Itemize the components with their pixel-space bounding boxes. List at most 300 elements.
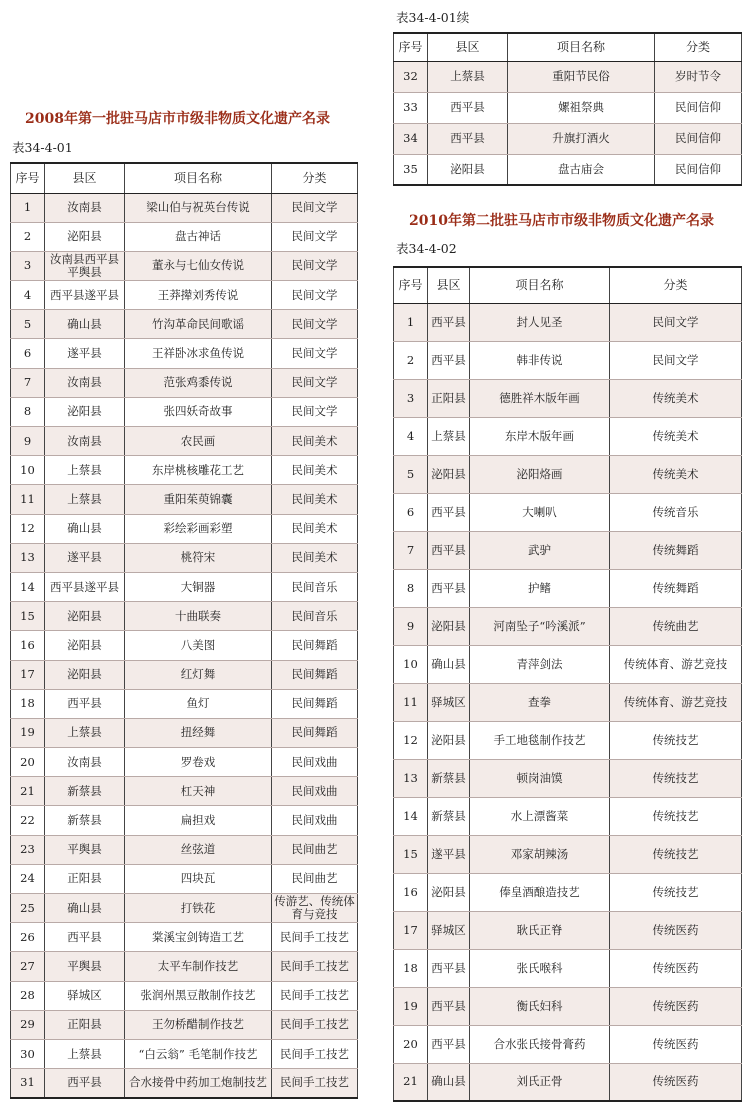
cell-category: 传统体育、游艺竞技 <box>610 683 742 721</box>
cell-category: 民间美术 <box>272 485 358 514</box>
table-row <box>11 368 358 397</box>
table-row <box>394 123 742 154</box>
cell-category: 民间美术 <box>272 456 358 485</box>
cell-county: 西平县 <box>45 923 125 952</box>
cell-seq: 8 <box>11 397 45 426</box>
cell-county: 汝南县 <box>45 427 125 456</box>
cell-category: 传统音乐 <box>610 493 742 531</box>
cell-category: 传统曲艺 <box>610 607 742 645</box>
table-row <box>11 310 358 339</box>
cell-seq: 3 <box>394 379 428 417</box>
cell-project-name: 泌阳烙画 <box>470 455 610 493</box>
cell-county: 正阳县 <box>428 379 470 417</box>
cell-project-name: 范张鸡黍传说 <box>125 368 272 397</box>
cell-seq: 33 <box>394 92 428 123</box>
cell-category: 民间音乐 <box>272 572 358 601</box>
cell-project-name: 棠溪宝剑铸造工艺 <box>125 923 272 952</box>
table-row <box>394 607 742 645</box>
cell-category: 传统医药 <box>610 1025 742 1063</box>
cell-category: 传统技艺 <box>610 721 742 759</box>
cell-category: 民间手工技艺 <box>272 1039 358 1068</box>
table-row <box>394 721 742 759</box>
cell-project-name: 查拳 <box>470 683 610 721</box>
cell-seq: 14 <box>11 572 45 601</box>
table-row <box>394 92 742 123</box>
table-row <box>11 397 358 426</box>
cell-category: 民间舞蹈 <box>272 718 358 747</box>
cell-seq: 4 <box>394 417 428 455</box>
table-row <box>394 417 742 455</box>
cell-seq: 2 <box>394 341 428 379</box>
cell-seq: 15 <box>11 602 45 631</box>
cell-county: 上蔡县 <box>428 61 508 92</box>
cell-county: 新蔡县 <box>45 806 125 835</box>
cell-project-name: 刘氏正骨 <box>470 1063 610 1101</box>
table-row <box>394 949 742 987</box>
table-row <box>394 154 742 185</box>
table-row <box>394 683 742 721</box>
header-county: 县区 <box>45 163 125 193</box>
cell-project-name: 嫘祖祭典 <box>508 92 655 123</box>
cell-county: 汝南县 <box>45 748 125 777</box>
header-seq: 序号 <box>394 33 428 61</box>
cell-county: 泌阳县 <box>45 660 125 689</box>
cell-seq: 21 <box>394 1063 428 1101</box>
cell-seq: 31 <box>11 1069 45 1098</box>
cell-county: 西平县 <box>428 303 470 341</box>
cell-seq: 30 <box>11 1039 45 1068</box>
cell-county: 平舆县 <box>45 835 125 864</box>
cell-county: 上蔡县 <box>45 1039 125 1068</box>
table-row <box>394 759 742 797</box>
table-row <box>11 1010 358 1039</box>
cell-category: 传统舞蹈 <box>610 531 742 569</box>
cell-county: 确山县 <box>428 1063 470 1101</box>
cell-county: 泌阳县 <box>45 222 125 251</box>
table2-caption: 表34-4-02 <box>396 241 457 256</box>
cell-project-name: 韩非传说 <box>470 341 610 379</box>
cell-category: 民间美术 <box>272 427 358 456</box>
cell-county: 西平县 <box>45 689 125 718</box>
cell-county: 泌阳县 <box>45 602 125 631</box>
table-row <box>11 222 358 251</box>
cell-county: 西平县 <box>428 569 470 607</box>
cell-category: 民间文学 <box>610 303 742 341</box>
cell-project-name: 四块瓦 <box>125 864 272 893</box>
cell-category: 民间信仰 <box>655 123 742 154</box>
cell-project-name: 水上漂酱菜 <box>470 797 610 835</box>
header-seq: 序号 <box>394 267 428 303</box>
cell-county: 西平县 <box>428 531 470 569</box>
cell-project-name: 太平车制作技艺 <box>125 952 272 981</box>
cell-county: 确山县 <box>428 645 470 683</box>
cell-project-name: 王祥卧冰求鱼传说 <box>125 339 272 368</box>
cell-project-name: 耿氏正脊 <box>470 911 610 949</box>
cell-seq: 19 <box>11 718 45 747</box>
table-row <box>11 952 358 981</box>
table-row <box>394 341 742 379</box>
cell-project-name: 东岸桃核雕花工艺 <box>125 456 272 485</box>
cell-project-name: 手工地毯制作技艺 <box>470 721 610 759</box>
cell-county: 泌阳县 <box>428 455 470 493</box>
cell-project-name: 封人见圣 <box>470 303 610 341</box>
cell-seq: 13 <box>11 543 45 572</box>
cell-county: 确山县 <box>45 310 125 339</box>
cell-project-name: 王莽撵刘秀传说 <box>125 281 272 310</box>
cell-category: 传统技艺 <box>610 835 742 873</box>
header-county: 县区 <box>428 33 508 61</box>
cell-project-name: 扭经舞 <box>125 718 272 747</box>
cell-seq: 27 <box>11 952 45 981</box>
table-row <box>394 493 742 531</box>
cell-project-name: 农民画 <box>125 427 272 456</box>
cell-county: 西平县 <box>428 1025 470 1063</box>
table-row <box>11 514 358 543</box>
cell-county: 驿城区 <box>428 683 470 721</box>
cell-county: 遂平县 <box>45 543 125 572</box>
cell-county: 新蔡县 <box>45 777 125 806</box>
cell-category: 民间文学 <box>272 339 358 368</box>
cell-seq: 20 <box>394 1025 428 1063</box>
cell-seq: 23 <box>11 835 45 864</box>
cell-category: 民间文学 <box>272 193 358 222</box>
cell-category: 民间美术 <box>272 514 358 543</box>
cell-category: 民间戏曲 <box>272 748 358 777</box>
cell-category: 民间戏曲 <box>272 777 358 806</box>
table1-title: 2008年第一批驻马店市市级非物质文化遗产名录 <box>25 111 330 127</box>
cell-category: 民间舞蹈 <box>272 660 358 689</box>
table-row <box>394 569 742 607</box>
cell-category: 传统技艺 <box>610 873 742 911</box>
table1-caption: 表34-4-01 <box>12 140 73 155</box>
cell-project-name: 合水张氏接骨膏药 <box>470 1025 610 1063</box>
cell-category: 民间曲艺 <box>272 864 358 893</box>
cell-seq: 18 <box>11 689 45 718</box>
cell-project-name: 大喇叭 <box>470 493 610 531</box>
table-row <box>394 645 742 683</box>
table-row <box>394 379 742 417</box>
cell-county: 西平县 <box>428 341 470 379</box>
cell-county: 西平县 <box>428 949 470 987</box>
cell-seq: 9 <box>394 607 428 645</box>
cell-county: 汝南县 <box>45 193 125 222</box>
table-2010-second-batch <box>393 266 742 1102</box>
table-row <box>11 660 358 689</box>
cell-seq: 5 <box>11 310 45 339</box>
table-row <box>11 251 358 280</box>
table-row <box>11 456 358 485</box>
cell-project-name: 青萍剑法 <box>470 645 610 683</box>
cell-project-name: 张润州黑豆散制作技艺 <box>125 981 272 1010</box>
cell-project-name: 丝弦道 <box>125 835 272 864</box>
cell-category: 民间文学 <box>272 310 358 339</box>
cell-project-name: 打铁花 <box>125 894 272 923</box>
cell-county: 西平县 <box>45 1069 125 1098</box>
cell-seq: 7 <box>11 368 45 397</box>
cell-project-name: 重阳节民俗 <box>508 61 655 92</box>
cell-county: 泌阳县 <box>428 154 508 185</box>
header-seq: 序号 <box>11 163 45 193</box>
cell-county: 平舆县 <box>45 952 125 981</box>
table2-title: 2010年第二批驻马店市市级非物质文化遗产名录 <box>409 213 714 229</box>
cell-category: 传统技艺 <box>610 797 742 835</box>
header-project-name: 项目名称 <box>508 33 655 61</box>
header-category: 分类 <box>272 163 358 193</box>
table-row <box>11 864 358 893</box>
cell-seq: 6 <box>394 493 428 531</box>
cell-seq: 12 <box>394 721 428 759</box>
cell-project-name: 罗卷戏 <box>125 748 272 777</box>
cell-seq: 12 <box>11 514 45 543</box>
cell-seq: 21 <box>11 777 45 806</box>
cell-project-name: 竹沟革命民间歌谣 <box>125 310 272 339</box>
table-row <box>11 427 358 456</box>
cell-category: 民间文学 <box>272 368 358 397</box>
cell-county: 西平县 <box>428 92 508 123</box>
cell-seq: 18 <box>394 949 428 987</box>
cell-category: 民间舞蹈 <box>272 631 358 660</box>
table-row <box>394 531 742 569</box>
cell-category: 传统医药 <box>610 949 742 987</box>
cell-project-name: 俸皇酒酿造技艺 <box>470 873 610 911</box>
cell-seq: 13 <box>394 759 428 797</box>
cell-project-name: 彩绘彩画彩塑 <box>125 514 272 543</box>
cell-county: 西平县遂平县 <box>45 281 125 310</box>
cell-seq: 8 <box>394 569 428 607</box>
table-row <box>394 797 742 835</box>
table-row <box>11 748 358 777</box>
cell-project-name: 梁山伯与祝英台传说 <box>125 193 272 222</box>
cell-project-name: 八美图 <box>125 631 272 660</box>
cell-seq: 10 <box>11 456 45 485</box>
cell-county: 泌阳县 <box>428 873 470 911</box>
table-row <box>11 1069 358 1098</box>
cell-category: 传游艺、传统体育与竞技 <box>272 894 358 923</box>
cell-project-name: 十曲联奏 <box>125 602 272 631</box>
cell-category: 传统美术 <box>610 379 742 417</box>
table-row <box>394 61 742 92</box>
cell-county: 新蔡县 <box>428 759 470 797</box>
cell-seq: 14 <box>394 797 428 835</box>
cell-category: 传统体育、游艺竞技 <box>610 645 742 683</box>
cell-project-name: 护鳍 <box>470 569 610 607</box>
table-row <box>11 689 358 718</box>
cell-seq: 4 <box>11 281 45 310</box>
cell-seq: 28 <box>11 981 45 1010</box>
table-row <box>394 303 742 341</box>
table-row <box>11 894 358 923</box>
cell-project-name: 武驴 <box>470 531 610 569</box>
cell-county: 新蔡县 <box>428 797 470 835</box>
cell-category: 民间手工技艺 <box>272 1010 358 1039</box>
cell-category: 民间舞蹈 <box>272 689 358 718</box>
cell-seq: 34 <box>394 123 428 154</box>
cell-county: 西平县 <box>428 493 470 531</box>
cell-seq: 17 <box>11 660 45 689</box>
cell-project-name: 盘古神话 <box>125 222 272 251</box>
table-2008-continued <box>393 32 742 186</box>
cell-county: 上蔡县 <box>45 485 125 514</box>
cell-category: 民间美术 <box>272 543 358 572</box>
cell-category: 民间手工技艺 <box>272 981 358 1010</box>
table-row <box>11 835 358 864</box>
table-row <box>11 1039 358 1068</box>
header-project-name: 项目名称 <box>125 163 272 193</box>
cell-seq: 29 <box>11 1010 45 1039</box>
cell-county: 泌阳县 <box>45 631 125 660</box>
cell-category: 传统技艺 <box>610 759 742 797</box>
cell-county: 上蔡县 <box>45 718 125 747</box>
table-row <box>11 281 358 310</box>
cell-project-name: 邓家胡辣汤 <box>470 835 610 873</box>
cell-county: 泌阳县 <box>428 607 470 645</box>
cell-project-name: 王勿桥醋制作技艺 <box>125 1010 272 1039</box>
table-row <box>11 718 358 747</box>
cell-seq: 35 <box>394 154 428 185</box>
cell-project-name: 张氏喉科 <box>470 949 610 987</box>
header-category: 分类 <box>655 33 742 61</box>
cell-category: 传统美术 <box>610 455 742 493</box>
table-row <box>11 806 358 835</box>
cell-project-name: 大铜器 <box>125 572 272 601</box>
table-row <box>11 543 358 572</box>
cell-project-name: 合水接骨中药加工炮制技艺 <box>125 1069 272 1098</box>
cell-county: 驿城区 <box>428 911 470 949</box>
table-row <box>394 1025 742 1063</box>
cell-seq: 1 <box>11 193 45 222</box>
table-row <box>394 987 742 1025</box>
header-project-name: 项目名称 <box>470 267 610 303</box>
cell-seq: 9 <box>11 427 45 456</box>
cell-category: 传统医药 <box>610 911 742 949</box>
cell-project-name: 桃符宋 <box>125 543 272 572</box>
table-row <box>394 873 742 911</box>
cell-seq: 16 <box>394 873 428 911</box>
cell-category: 传统医药 <box>610 1063 742 1101</box>
cell-county: 遂平县 <box>428 835 470 873</box>
cell-project-name: 重阳茱萸锦囊 <box>125 485 272 514</box>
cell-category: 传统医药 <box>610 987 742 1025</box>
cell-category: 民间音乐 <box>272 602 358 631</box>
table-row <box>394 911 742 949</box>
cell-county: 西平县 <box>428 123 508 154</box>
cell-project-name: 河南坠子“吟溪派” <box>470 607 610 645</box>
cell-seq: 2 <box>11 222 45 251</box>
cell-category: 传统美术 <box>610 417 742 455</box>
cell-county: 上蔡县 <box>428 417 470 455</box>
cell-seq: 7 <box>394 531 428 569</box>
cell-county: 西平县 <box>428 987 470 1025</box>
cell-seq: 11 <box>394 683 428 721</box>
cell-county: 驿城区 <box>45 981 125 1010</box>
cell-seq: 32 <box>394 61 428 92</box>
cell-seq: 26 <box>11 923 45 952</box>
cell-seq: 20 <box>11 748 45 777</box>
cell-county: 确山县 <box>45 894 125 923</box>
cell-seq: 5 <box>394 455 428 493</box>
cell-seq: 24 <box>11 864 45 893</box>
cell-category: 民间文学 <box>272 251 358 280</box>
cell-category: 民间手工技艺 <box>272 1069 358 1098</box>
cell-seq: 6 <box>11 339 45 368</box>
cell-project-name: “白云翁” 毛笔制作技艺 <box>125 1039 272 1068</box>
cell-category: 民间文学 <box>272 281 358 310</box>
table-row <box>11 339 358 368</box>
cell-seq: 22 <box>11 806 45 835</box>
table-row <box>11 777 358 806</box>
cell-county: 泌阳县 <box>428 721 470 759</box>
cell-category: 民间曲艺 <box>272 835 358 864</box>
table-2008-first-batch <box>10 162 358 1099</box>
cell-seq: 10 <box>394 645 428 683</box>
table-row <box>11 602 358 631</box>
cell-category: 民间手工技艺 <box>272 923 358 952</box>
cell-category: 民间文学 <box>610 341 742 379</box>
cell-category: 民间戏曲 <box>272 806 358 835</box>
table-row <box>394 1063 742 1101</box>
cell-project-name: 张四妖奇故事 <box>125 397 272 426</box>
table1-continued-caption: 表34-4-01续 <box>396 10 470 25</box>
cell-category: 民间手工技艺 <box>272 952 358 981</box>
table-row <box>11 981 358 1010</box>
cell-seq: 25 <box>11 894 45 923</box>
table-row <box>11 923 358 952</box>
cell-seq: 19 <box>394 987 428 1025</box>
cell-project-name: 扁担戏 <box>125 806 272 835</box>
table-row <box>394 835 742 873</box>
cell-county: 上蔡县 <box>45 456 125 485</box>
cell-project-name: 杠天神 <box>125 777 272 806</box>
cell-seq: 11 <box>11 485 45 514</box>
table-row <box>11 631 358 660</box>
cell-category: 民间文学 <box>272 222 358 251</box>
cell-county: 汝南县西平县平舆县 <box>45 251 125 280</box>
cell-seq: 17 <box>394 911 428 949</box>
cell-seq: 16 <box>11 631 45 660</box>
cell-project-name: 升旗打酒火 <box>508 123 655 154</box>
header-category: 分类 <box>610 267 742 303</box>
cell-project-name: 盘古庙会 <box>508 154 655 185</box>
header-county: 县区 <box>428 267 470 303</box>
cell-county: 遂平县 <box>45 339 125 368</box>
table-row <box>11 193 358 222</box>
cell-project-name: 鱼灯 <box>125 689 272 718</box>
cell-seq: 1 <box>394 303 428 341</box>
cell-project-name: 顿岗油馍 <box>470 759 610 797</box>
cell-project-name: 衡氏妇科 <box>470 987 610 1025</box>
cell-project-name: 东岸木版年画 <box>470 417 610 455</box>
cell-county: 汝南县 <box>45 368 125 397</box>
cell-category: 民间信仰 <box>655 92 742 123</box>
cell-county: 泌阳县 <box>45 397 125 426</box>
cell-project-name: 董永与七仙女传说 <box>125 251 272 280</box>
cell-category: 民间信仰 <box>655 154 742 185</box>
cell-county: 正阳县 <box>45 864 125 893</box>
cell-seq: 15 <box>394 835 428 873</box>
table-row <box>11 572 358 601</box>
cell-county: 西平县遂平县 <box>45 572 125 601</box>
cell-category: 岁时节令 <box>655 61 742 92</box>
cell-county: 确山县 <box>45 514 125 543</box>
cell-category: 传统舞蹈 <box>610 569 742 607</box>
table-row <box>11 485 358 514</box>
cell-county: 正阳县 <box>45 1010 125 1039</box>
cell-project-name: 德胜祥木版年画 <box>470 379 610 417</box>
cell-seq: 3 <box>11 251 45 280</box>
cell-category: 民间文学 <box>272 397 358 426</box>
cell-project-name: 红灯舞 <box>125 660 272 689</box>
table-row <box>394 455 742 493</box>
